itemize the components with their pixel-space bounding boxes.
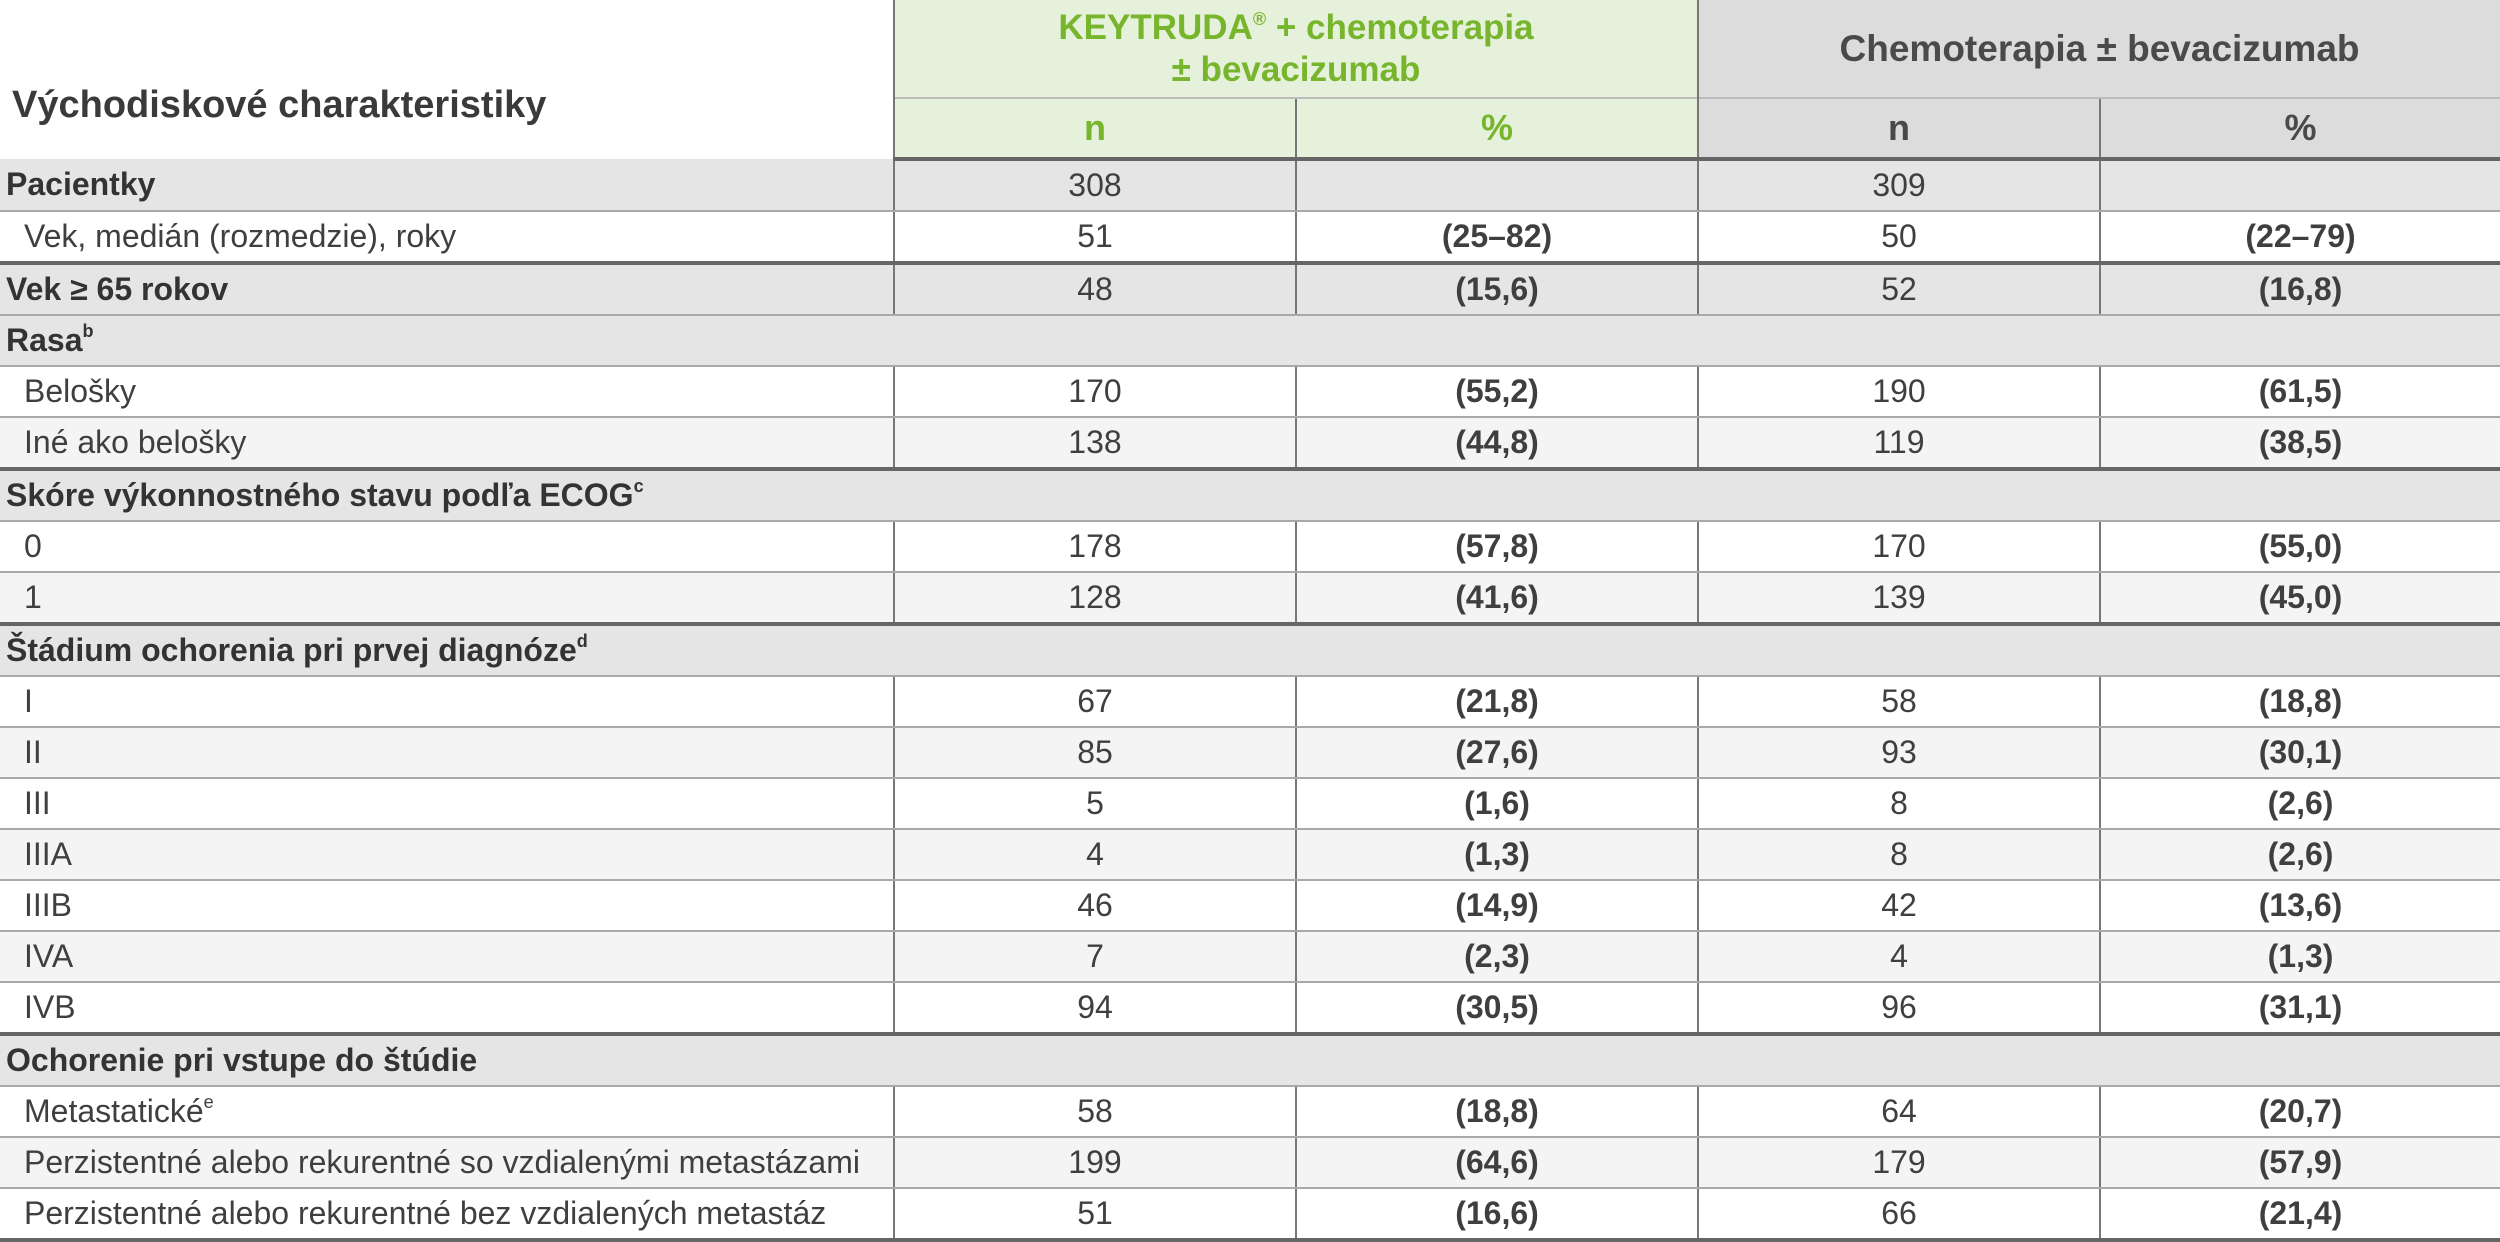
keytruda-n-header: n [894, 98, 1296, 159]
keytruda-pct: (1,3) [1296, 829, 1698, 880]
table-row [0, 263, 2500, 315]
keytruda-n: 48 [894, 263, 1296, 315]
chemo-pct: (22–79) [2100, 211, 2500, 263]
table-row [0, 521, 2500, 572]
chemo-n: 170 [1698, 521, 2100, 572]
chemo-pct: (16,8) [2100, 263, 2500, 315]
row-label: Perzistentné alebo rekurentné so vzdialenými metastázami [0, 1137, 894, 1188]
keytruda-n: 51 [894, 211, 1296, 263]
section-row [0, 315, 2500, 366]
keytruda-pct: (15,6) [1296, 263, 1698, 315]
row-label: II [0, 727, 894, 778]
section-label: Ochorenie pri vstupe do štúdie [0, 1034, 2500, 1086]
section-label: Rasa$^b$ [0, 315, 2500, 366]
keytruda-group-header: KEYTRUDA® + chemoterapia ± bevacizumab [894, 0, 1698, 98]
keytruda-pct: (27,6) [1296, 727, 1698, 778]
keytruda-pct: (18,8) [1296, 1086, 1698, 1137]
chemo-n: 42 [1698, 880, 2100, 931]
row-label: Vek, medián (rozmedzie), roky [0, 211, 894, 263]
table-row [0, 982, 2500, 1034]
table-row [0, 572, 2500, 624]
chemo-pct: (61,5) [2100, 366, 2500, 417]
chemo-pct: (30,1) [2100, 727, 2500, 778]
row-label: 0 [0, 521, 894, 572]
row-label: IIIB [0, 880, 894, 931]
keytruda-n: 94 [894, 982, 1296, 1034]
chemo-n: 58 [1698, 676, 2100, 727]
chemo-n: 52 [1698, 263, 2100, 315]
keytruda-n: 178 [894, 521, 1296, 572]
chemo-pct: (57,9) [2100, 1137, 2500, 1188]
keytruda-pct: (1,6) [1296, 778, 1698, 829]
row-label: Iné ako belošky [0, 417, 894, 469]
keytruda-pct: (21,8) [1296, 676, 1698, 727]
chemo-pct: (13,6) [2100, 880, 2500, 931]
row-label: IVA [0, 931, 894, 982]
keytruda-n: 85 [894, 727, 1296, 778]
table-row [0, 1188, 2500, 1240]
chemo-n: 179 [1698, 1137, 2100, 1188]
table-row [0, 727, 2500, 778]
keytruda-pct: (64,6) [1296, 1137, 1698, 1188]
table-row [0, 778, 2500, 829]
section-row [0, 469, 2500, 521]
section-label: Skóre výkonnostného stavu podľa ECOG$^c$ [0, 469, 2500, 521]
keytruda-pct: (14,9) [1296, 880, 1698, 931]
chemo-n: 64 [1698, 1086, 2100, 1137]
keytruda-pct: (2,3) [1296, 931, 1698, 982]
section-row [0, 1034, 2500, 1086]
row-label: Vek ≥ 65 rokov [0, 263, 894, 315]
chemotherapy-group-header: Chemoterapia ± bevacizumab [1698, 0, 2500, 98]
row-label: Metastatické$^e$ [0, 1086, 894, 1137]
chemo-n: 66 [1698, 1188, 2100, 1240]
keytruda-pct: (16,6) [1296, 1188, 1698, 1240]
table-row [0, 880, 2500, 931]
chemo-n: 309 [1698, 159, 2100, 211]
chemo-n: 93 [1698, 727, 2100, 778]
table-row [0, 1086, 2500, 1137]
chemo-pct: (45,0) [2100, 572, 2500, 624]
keytruda-pct [1296, 159, 1698, 211]
chemo-pct: (2,6) [2100, 778, 2500, 829]
row-label: 1 [0, 572, 894, 624]
chemo-n: 190 [1698, 366, 2100, 417]
keytruda-n: 138 [894, 417, 1296, 469]
keytruda-pct: (41,6) [1296, 572, 1698, 624]
keytruda-n: 308 [894, 159, 1296, 211]
keytruda-n: 170 [894, 366, 1296, 417]
chemo-pct [2100, 159, 2500, 211]
keytruda-n: 5 [894, 778, 1296, 829]
chemo-pct: (31,1) [2100, 982, 2500, 1034]
table-row [0, 211, 2500, 263]
chemo-pct: (18,8) [2100, 676, 2500, 727]
keytruda-n: 51 [894, 1188, 1296, 1240]
chemo-pct: (20,7) [2100, 1086, 2500, 1137]
table-row [0, 159, 2500, 211]
table-row [0, 1137, 2500, 1188]
table-row [0, 366, 2500, 417]
keytruda-n: 7 [894, 931, 1296, 982]
chemo-n: 50 [1698, 211, 2100, 263]
table-row [0, 829, 2500, 880]
keytruda-n: 46 [894, 880, 1296, 931]
keytruda-pct: (30,5) [1296, 982, 1698, 1034]
keytruda-pct: (57,8) [1296, 521, 1698, 572]
row-label: I [0, 676, 894, 727]
table-row [0, 417, 2500, 469]
table-title: Východiskové charakteristiky [0, 0, 894, 159]
chemo-pct: (21,4) [2100, 1188, 2500, 1240]
keytruda-pct: (55,2) [1296, 366, 1698, 417]
chemo-n: 8 [1698, 829, 2100, 880]
section-row [0, 624, 2500, 676]
keytruda-pct: (44,8) [1296, 417, 1698, 469]
row-label: Perzistentné alebo rekurentné bez vzdialených metastáz [0, 1188, 894, 1240]
chemo-pct: (1,3) [2100, 931, 2500, 982]
keytruda-pct-header: % [1296, 98, 1698, 159]
chemo-n: 8 [1698, 778, 2100, 829]
keytruda-n: 67 [894, 676, 1296, 727]
chemo-n: 119 [1698, 417, 2100, 469]
chemo-n: 96 [1698, 982, 2100, 1034]
keytruda-n: 199 [894, 1137, 1296, 1188]
keytruda-n: 4 [894, 829, 1296, 880]
chemo-pct: (2,6) [2100, 829, 2500, 880]
row-label: Pacientky [0, 159, 894, 211]
table-row [0, 931, 2500, 982]
chemo-n-header: n [1698, 98, 2100, 159]
chemo-pct: (55,0) [2100, 521, 2500, 572]
row-label: Belošky [0, 366, 894, 417]
chemo-pct-header: % [2100, 98, 2500, 159]
row-label: IIIA [0, 829, 894, 880]
keytruda-pct: (25–82) [1296, 211, 1698, 263]
keytruda-n: 58 [894, 1086, 1296, 1137]
chemo-n: 4 [1698, 931, 2100, 982]
chemo-pct: (38,5) [2100, 417, 2500, 469]
section-label: Štádium ochorenia pri prvej diagnóze$^d$ [0, 624, 2500, 676]
row-label: IVB [0, 982, 894, 1034]
row-label: III [0, 778, 894, 829]
table-row [0, 676, 2500, 727]
chemo-n: 139 [1698, 572, 2100, 624]
keytruda-n: 128 [894, 572, 1296, 624]
